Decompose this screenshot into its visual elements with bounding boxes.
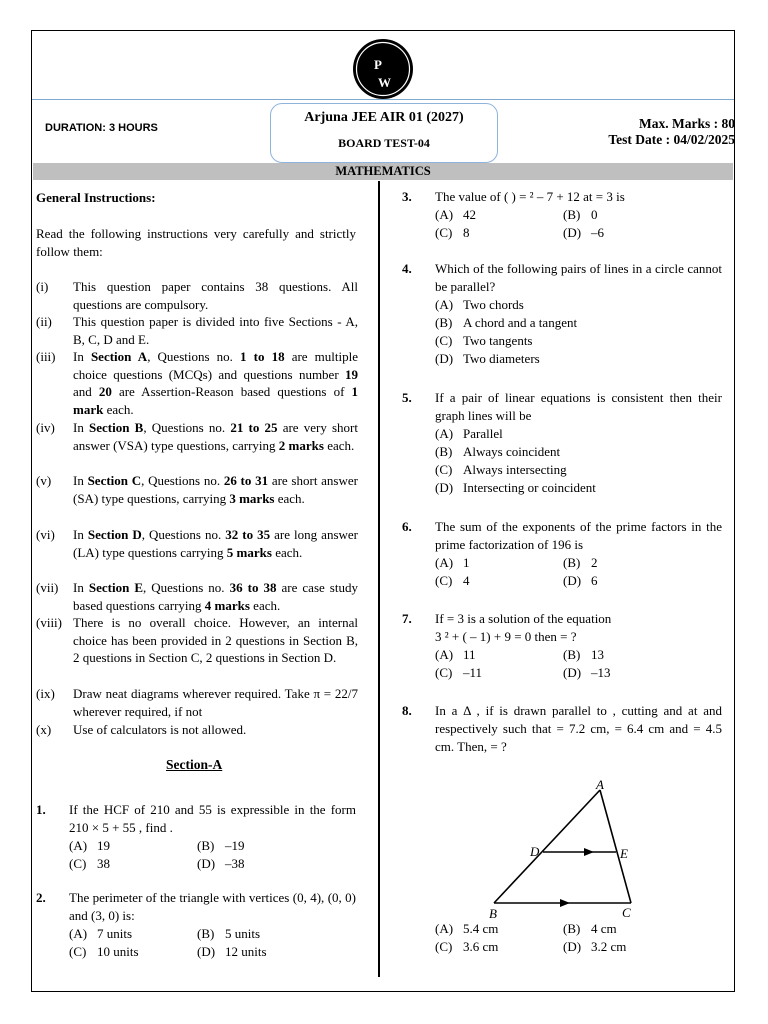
question-options bbox=[435, 296, 722, 368]
option-key: (C) bbox=[435, 225, 453, 240]
instruction-text-part: are case study based questions carrying bbox=[73, 580, 358, 613]
instruction-text-part: 20 bbox=[98, 384, 112, 399]
option bbox=[435, 425, 722, 443]
instruction-text bbox=[73, 579, 358, 614]
pw-logo bbox=[352, 38, 414, 100]
instruction-num: (iii) bbox=[36, 349, 56, 364]
option bbox=[197, 837, 325, 855]
column-divider bbox=[378, 181, 380, 977]
triangle-figure bbox=[480, 776, 650, 921]
instruction-text-part: each. bbox=[249, 597, 281, 613]
option-key: (A) bbox=[435, 647, 454, 662]
option bbox=[69, 943, 197, 961]
option bbox=[435, 920, 563, 938]
option-value: Two chords bbox=[463, 297, 524, 312]
option-value: –6 bbox=[591, 225, 604, 240]
instruction-num: (viii) bbox=[36, 615, 62, 630]
option-value: A chord and a tangent bbox=[463, 315, 578, 330]
section-title: Section-A bbox=[166, 757, 223, 772]
instruction-text-part: 4 marks bbox=[204, 597, 250, 613]
instruction-text-part: each. bbox=[103, 401, 134, 417]
option-value: –11 bbox=[463, 665, 483, 680]
instruction-item bbox=[36, 278, 358, 313]
instructions-heading: General Instructions: bbox=[36, 190, 156, 205]
instruction-text-part: , Questions no. bbox=[143, 580, 230, 595]
option-key: (C) bbox=[435, 665, 453, 680]
option-key: (C) bbox=[69, 944, 87, 959]
instruction-text-part: 26 to 31 bbox=[223, 473, 269, 488]
question-text-line2: 3 ² + ( – 1) + 9 = 0 then = ? bbox=[435, 629, 577, 644]
option-key: (A) bbox=[435, 921, 454, 936]
question-text: Which of the following pairs of lines in a circle cannot be parallel? bbox=[435, 261, 722, 294]
instruction-text-part: Draw neat diagrams wherever required. Take π = 22/7 wherever required, if not bbox=[73, 686, 358, 719]
option bbox=[197, 855, 325, 873]
option bbox=[197, 943, 325, 961]
question-options bbox=[435, 425, 722, 497]
instruction-text-part: This question paper is divided into five Sections - A, B, C, D and E. bbox=[73, 314, 358, 347]
instruction-text-part: In bbox=[73, 473, 88, 488]
option-value: 1 bbox=[463, 555, 470, 570]
instruction-text-part: are long answer (LA) type questions carrying bbox=[73, 527, 358, 560]
option-key: (D) bbox=[197, 944, 216, 959]
option bbox=[435, 554, 563, 572]
question-text: If = 3 is a solution of the equation bbox=[435, 611, 612, 626]
option-value: 10 units bbox=[97, 944, 139, 959]
instruction-text-part: Section A bbox=[90, 349, 148, 364]
instruction-text-part: 2 marks bbox=[278, 437, 324, 453]
option-key: (C) bbox=[435, 573, 453, 588]
instruction-text-part: each. bbox=[274, 490, 305, 506]
option-value: 7 units bbox=[97, 926, 133, 941]
question-options bbox=[435, 646, 722, 682]
max-marks: Max. Marks : 80 bbox=[639, 116, 735, 131]
instruction-num: (iv) bbox=[36, 420, 55, 435]
instruction-text-part: each. bbox=[271, 544, 303, 560]
header-divider bbox=[32, 99, 734, 100]
option bbox=[69, 925, 197, 943]
option bbox=[69, 837, 197, 855]
instruction-text-part: , Questions no. bbox=[147, 349, 241, 364]
option bbox=[435, 296, 722, 314]
option-key: (C) bbox=[435, 333, 453, 348]
question-options bbox=[69, 925, 356, 961]
question-num: 2. bbox=[36, 890, 46, 905]
option-value: Two tangents bbox=[463, 333, 533, 348]
option bbox=[563, 206, 691, 224]
instruction-text-part: 19 bbox=[345, 366, 358, 382]
option-key: (D) bbox=[435, 351, 454, 366]
instruction-item bbox=[36, 419, 358, 454]
test-subtitle: BOARD TEST-04 bbox=[338, 136, 430, 150]
option-key: (D) bbox=[563, 939, 582, 954]
option-value: 6 bbox=[591, 573, 598, 588]
question bbox=[36, 889, 356, 961]
instruction-item bbox=[36, 721, 358, 739]
svg-text:W: W bbox=[378, 75, 391, 90]
option-key: (B) bbox=[563, 207, 581, 222]
instruction-item bbox=[36, 472, 358, 507]
option-value: 4 cm bbox=[591, 921, 617, 936]
question-num: 3. bbox=[402, 189, 412, 204]
option-key: (B) bbox=[197, 926, 215, 941]
question-num: 6. bbox=[402, 519, 412, 534]
option-value: –13 bbox=[591, 665, 611, 680]
instructions-intro: Read the following instructions very carefully and strictly follow them: bbox=[36, 226, 356, 259]
option bbox=[435, 224, 563, 242]
option bbox=[435, 664, 563, 682]
question-options bbox=[435, 920, 722, 956]
instruction-text-part: and bbox=[73, 384, 99, 399]
instruction-text-part: Use of calculators is not allowed. bbox=[73, 722, 247, 737]
duration-label: DURATION: 3 HOURS bbox=[45, 122, 158, 134]
arrow-bc bbox=[560, 899, 570, 907]
option-value: 2 bbox=[591, 555, 598, 570]
question-text: In a Δ , if is drawn parallel to , cutting and at and respectively such that = 7.2 cm, = 6.4 cm and = 4.5 cm. Then, = ? bbox=[435, 703, 722, 754]
option bbox=[563, 664, 691, 682]
instruction-text bbox=[73, 348, 358, 418]
question-8-options-block bbox=[402, 920, 722, 956]
question-num: 4. bbox=[402, 261, 412, 276]
question-text: The sum of the exponents of the prime factors in the prime factorization of 196 is bbox=[435, 519, 722, 552]
option bbox=[435, 332, 722, 350]
vertex-d-label: D bbox=[530, 844, 540, 859]
instruction-text-part: 3 marks bbox=[229, 490, 275, 506]
instruction-item bbox=[36, 614, 358, 667]
option-key: (B) bbox=[435, 444, 453, 459]
instruction-text-part: In bbox=[73, 420, 90, 435]
question-text: The perimeter of the triangle with vertices (0, 4), (0, 0) and (3, 0) is: bbox=[69, 890, 356, 923]
option bbox=[563, 920, 691, 938]
option-value: 38 bbox=[97, 856, 110, 871]
instruction-num: (vi) bbox=[36, 527, 55, 542]
option bbox=[69, 855, 197, 873]
marks-and-date bbox=[608, 116, 735, 148]
question bbox=[402, 518, 722, 590]
instruction-item bbox=[36, 685, 358, 720]
instruction-text-part: Section D bbox=[87, 527, 142, 542]
option-key: (D) bbox=[563, 225, 582, 240]
option bbox=[563, 572, 691, 590]
instruction-text bbox=[73, 278, 358, 313]
question bbox=[36, 801, 356, 873]
question-text: If the HCF of 210 and 55 is expressible in the form 210 × 5 + 55 , find . bbox=[69, 802, 356, 835]
question bbox=[402, 260, 722, 368]
instruction-text-part: In bbox=[73, 349, 91, 364]
question-num: 5. bbox=[402, 390, 412, 405]
vertex-e-label: E bbox=[620, 846, 628, 861]
option-value: 5.4 cm bbox=[463, 921, 499, 936]
option-key: (C) bbox=[69, 856, 87, 871]
option-value: –19 bbox=[225, 838, 245, 853]
option bbox=[435, 572, 563, 590]
question-num: 7. bbox=[402, 611, 412, 626]
option-key: (C) bbox=[435, 462, 453, 477]
option-value: 4 bbox=[463, 573, 470, 588]
instruction-num: (vii) bbox=[36, 580, 59, 595]
instruction-text bbox=[73, 614, 358, 667]
option-key: (A) bbox=[69, 926, 88, 941]
instruction-text-part: , Questions no. bbox=[143, 420, 231, 435]
instruction-text-part: each. bbox=[323, 437, 355, 453]
option bbox=[563, 938, 691, 956]
question bbox=[402, 702, 722, 756]
instruction-text-part: are short answer (SA) type questions, carrying bbox=[73, 473, 358, 506]
question-num: 8. bbox=[402, 703, 412, 718]
option bbox=[563, 554, 691, 572]
instruction-text-part: In bbox=[73, 527, 88, 542]
question-options bbox=[69, 837, 356, 873]
vertex-c-label: C bbox=[622, 905, 631, 920]
instruction-text bbox=[73, 313, 358, 348]
option-key: (D) bbox=[563, 573, 582, 588]
option bbox=[435, 443, 722, 461]
instruction-item bbox=[36, 313, 358, 348]
instruction-item bbox=[36, 348, 358, 418]
instruction-text-part: 32 to 35 bbox=[225, 527, 271, 542]
instruction-text-part: Section E bbox=[88, 580, 143, 595]
vertex-a-label: A bbox=[596, 777, 604, 792]
option-key: (A) bbox=[435, 426, 454, 441]
subject-bar: MATHEMATICS bbox=[33, 163, 733, 180]
instruction-text-part: Section B bbox=[89, 420, 144, 435]
option-key: (D) bbox=[197, 856, 216, 871]
instruction-num: (v) bbox=[36, 473, 52, 488]
instruction-text-part: 21 to 25 bbox=[230, 420, 278, 435]
instruction-text-part: In bbox=[73, 580, 89, 595]
option bbox=[435, 479, 722, 497]
instruction-text-part: are Assertion-Reason based questions of bbox=[111, 384, 352, 399]
instruction-item bbox=[36, 526, 358, 561]
question-options bbox=[435, 206, 722, 242]
question bbox=[402, 389, 722, 497]
option bbox=[197, 925, 325, 943]
option-key: (C) bbox=[435, 939, 453, 954]
option-key: (B) bbox=[563, 647, 581, 662]
option-value: Two diameters bbox=[463, 351, 540, 366]
side-ab bbox=[494, 790, 600, 903]
option-key: (A) bbox=[435, 207, 454, 222]
instruction-text-part: , Questions no. bbox=[141, 473, 224, 488]
question bbox=[402, 188, 722, 242]
option-value: Always intersecting bbox=[463, 462, 567, 477]
option bbox=[435, 206, 563, 224]
option-key: (A) bbox=[69, 838, 88, 853]
option bbox=[563, 224, 691, 242]
option-value: 3.2 cm bbox=[591, 939, 627, 954]
instruction-item bbox=[36, 579, 358, 614]
instruction-num: (ii) bbox=[36, 314, 52, 329]
option-key: (D) bbox=[435, 480, 454, 495]
option-value: 12 units bbox=[225, 944, 267, 959]
instruction-text bbox=[73, 685, 358, 720]
instruction-text-part: 36 to 38 bbox=[229, 580, 277, 595]
option-key: (B) bbox=[197, 838, 215, 853]
option-value: 42 bbox=[463, 207, 476, 222]
test-title-box bbox=[270, 103, 498, 163]
instruction-text-part: Section C bbox=[87, 473, 142, 488]
arrow-de bbox=[584, 848, 594, 856]
option-key: (B) bbox=[563, 921, 581, 936]
option-value: 11 bbox=[463, 647, 476, 662]
option-key: (D) bbox=[563, 665, 582, 680]
test-date: Test Date : 04/02/2025 bbox=[608, 132, 735, 147]
option-key: (A) bbox=[435, 555, 454, 570]
instruction-text bbox=[73, 472, 358, 507]
option-value: Always coincident bbox=[463, 444, 561, 459]
instruction-num: (i) bbox=[36, 279, 49, 294]
instruction-num: (x) bbox=[36, 722, 52, 737]
instruction-text-part: 5 marks bbox=[226, 544, 272, 560]
option-key: (B) bbox=[435, 315, 453, 330]
instruction-num: (ix) bbox=[36, 686, 55, 701]
option bbox=[563, 646, 691, 664]
option bbox=[435, 461, 722, 479]
svg-text:P: P bbox=[374, 57, 382, 72]
question bbox=[402, 610, 722, 682]
option-value: 13 bbox=[591, 647, 604, 662]
option-key: (A) bbox=[435, 297, 454, 312]
vertex-b-label: B bbox=[489, 906, 497, 921]
question-text: The value of ( ) = ² – 7 + 12 at = 3 is bbox=[435, 189, 625, 204]
instruction-text-part: are very short answer (VSA) type questions, carrying bbox=[73, 420, 358, 453]
question-num: 1. bbox=[36, 802, 46, 817]
instruction-text-part: , Questions no. bbox=[141, 527, 226, 542]
option-value: Parallel bbox=[463, 426, 503, 441]
instruction-text bbox=[73, 419, 358, 454]
option-value: Intersecting or coincident bbox=[463, 480, 596, 495]
instruction-text bbox=[73, 721, 358, 739]
instruction-text-part: 1 mark bbox=[73, 384, 358, 417]
instruction-text-part: This question paper contains 38 questions. All questions are compulsory. bbox=[73, 279, 358, 312]
instruction-text-part: are multiple choice questions (MCQs) and questions number bbox=[73, 349, 358, 382]
option-key: (B) bbox=[563, 555, 581, 570]
instruction-text-part: There is no overall choice. However, an internal choice has been provided in 2 questions in Section B, 2 questions in Section C, 2 questions in Section D. bbox=[73, 615, 358, 665]
instruction-text-part: 1 to 18 bbox=[240, 349, 285, 364]
question-options bbox=[435, 554, 722, 590]
option-value: 0 bbox=[591, 207, 598, 222]
option bbox=[435, 314, 722, 332]
option-value: 5 units bbox=[225, 926, 261, 941]
instruction-text bbox=[73, 526, 358, 561]
option-value: 8 bbox=[463, 225, 470, 240]
question-text: If a pair of linear equations is consistent then their graph lines will be bbox=[435, 390, 722, 423]
option-value: –38 bbox=[225, 856, 245, 871]
option-value: 19 bbox=[97, 838, 110, 853]
test-title: Arjuna JEE AIR 01 (2027) bbox=[304, 110, 464, 125]
option-value: 3.6 cm bbox=[463, 939, 499, 954]
option bbox=[435, 938, 563, 956]
option bbox=[435, 646, 563, 664]
option bbox=[435, 350, 722, 368]
